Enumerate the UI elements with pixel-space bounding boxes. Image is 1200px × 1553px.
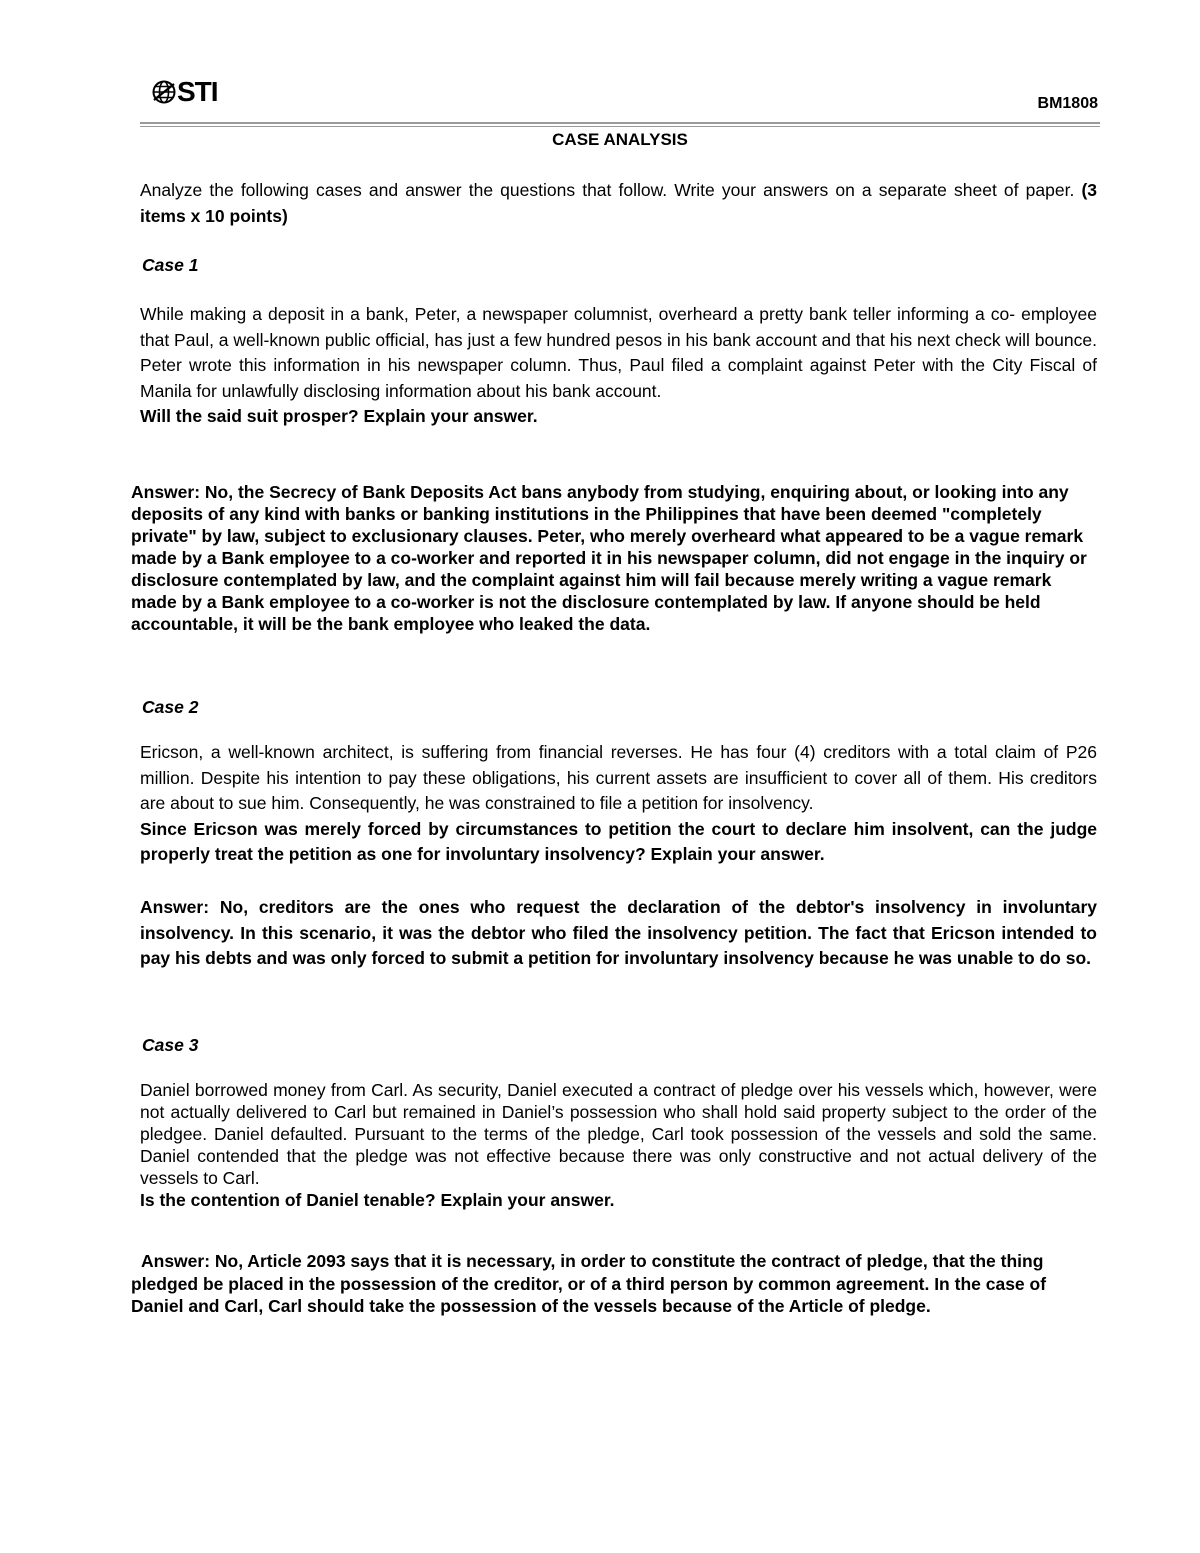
case-3-question: Is the contention of Daniel tenable? Explain your answer. bbox=[140, 1190, 615, 1210]
case-2-question: Since Ericson was merely forced by circumstances to petition the court to declare him insolvent, can the judge properly treat the petition as one for involuntary insolvency? Explain your answer. bbox=[140, 818, 1097, 864]
instructions-points: (3 items x 10 points) bbox=[140, 180, 1097, 226]
document-code: BM1808 bbox=[1037, 95, 1098, 112]
logo-text: STI bbox=[177, 76, 218, 107]
case-2-title: Case 2 bbox=[142, 697, 199, 717]
sti-logo bbox=[152, 78, 218, 106]
case-2-section bbox=[140, 740, 1097, 868]
case-1-question: Will the said suit prosper? Explain your answer. bbox=[140, 406, 538, 426]
instructions-text: Analyze the following cases and answer the questions that follow. Write your answers on a separate sheet of paper. bbox=[140, 180, 1075, 200]
case-1-answer: Answer: No, the Secrecy of Bank Deposits Act bans anybody from studying, enquiring about, or looking into any deposits of any kind with banks or banking institutions in the Philippines that have been deemed "completely private" by law, subject to exclusionary clauses. Peter, who merely overheard what appeared to be a vague remark made by a Bank employee to a co-worker and reported it in his newspaper column, did not engage in the inquiry or disclosure contemplated by law, and the complaint against him will fail because merely writing a vague remark made by a Bank employee to a co-worker is not the disclosure contemplated by law. If anyone should be held accountable, it will be the bank employee who leaked the data. bbox=[131, 482, 1087, 634]
case-1-title: Case 1 bbox=[142, 255, 199, 275]
case-3-body: Daniel borrowed money from Carl. As security, Daniel executed a contract of pledge over his vessels which, however, were not actually delivered to Carl but remained in Daniel’s possession who shall hold said property subject to the order of the pledgee. Daniel defaulted. Pursuant to the terms of the pledge, Carl took possession of the vessels and sold the same. Daniel contended that the pledge was not effective because there was only constructive and not actual delivery of the vessels to Carl. bbox=[140, 1080, 1097, 1188]
instructions bbox=[140, 178, 1097, 229]
case-2-body: Ericson, a well-known architect, is suffering from financial reverses. He has four (4) creditors with a total claim of P26 million. Despite his intention to pay these obligations, his current assets are insufficient to cover all of them. His creditors are about to sue him. Consequently, he was constrained to file a petition for insolvency. bbox=[140, 742, 1097, 813]
page-title: CASE ANALYSIS bbox=[552, 130, 688, 149]
case-3-answer: Answer: No, Article 2093 says that it is necessary, in order to constitute the contract of pledge, that the thing pledged be placed in the possession of the creditor, or of a third person by common agreement. In the case of Daniel and Carl, Carl should take the possession of the vessels because of the Article of pledge. bbox=[131, 1251, 1047, 1316]
globe-icon bbox=[152, 80, 176, 104]
case-1-section bbox=[140, 302, 1097, 430]
case-2-answer: Answer: No, creditors are the ones who request the declaration of the debtor's insolvency in involuntary insolvency. In this scenario, it was the debtor who filed the insolvency petition. The fact that Ericson intended to pay his debts and was only forced to submit a petition for involuntary insolvency because he was unable to do so. bbox=[140, 897, 1097, 968]
header-divider bbox=[140, 122, 1100, 127]
case-1-body: While making a deposit in a bank, Peter, a newspaper columnist, overheard a pretty bank teller informing a co- employee that Paul, a well-known public official, has just a few hundred pesos in his bank account and that his next check will bounce. Peter wrote this information in his newspaper column. Thus, Paul filed a complaint against Peter with the City Fiscal of Manila for unlawfully disclosing information about his bank account. bbox=[140, 304, 1097, 401]
case-3-section bbox=[140, 1079, 1097, 1211]
case-3-title: Case 3 bbox=[142, 1035, 199, 1055]
